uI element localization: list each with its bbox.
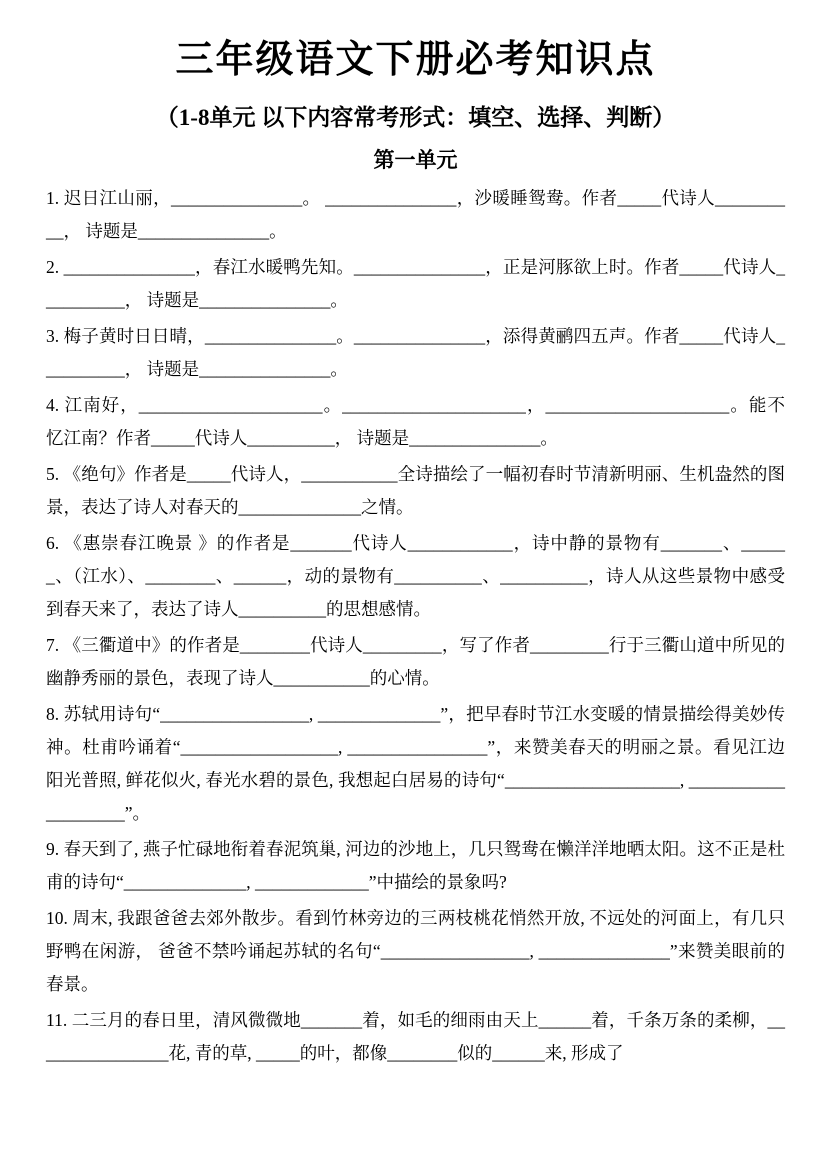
question-list (46, 182, 785, 1070)
question-item-5: 5. 《绝句》作者是_____代诗人，___________全诗描绘了一幅初春时节清新明丽、生机盎然的图景，表达了诗人对春天的______________之情。 (46, 464, 785, 518)
question-item-6: 6. 《惠崇春江晚景 》的作者是_______代诗人____________，诗中静的景物有_______、______、（江水）、________、______，动的景物有__________、__________，诗人从这些景物中感受到春天来了，表达了诗人__________的思想感情。 (46, 533, 785, 620)
section-heading-unit-1: 第一单元 (373, 148, 458, 173)
question-item-10: 10. 周末, 我跟爸爸去郊外散步。看到竹林旁边的三两枝桃花悄然开放, 不远处的河面上，有几只野鸭在闲游， 爸爸不禁吟诵起苏轼的名句“_________________, _______________”来赞美眼前的春景。 (46, 908, 785, 995)
question-item-9: 9. 春天到了, 燕子忙碌地衔着春泥筑巢, 河边的沙地上，几只鸳鸯在懒洋洋地晒太阳。这不正是杜甫的诗句“______________, _____________”中描绘的景象吗? (46, 839, 785, 893)
document-subtitle: （1-8单元 以下内容常考形式：填空、选择、判断） (155, 104, 676, 130)
question-item-2: 2. _______________，春江水暖鸭先知。_______________，正是河豚欲上时。作者_____代诗人__________， 诗题是_______________。 (46, 257, 785, 311)
question-item-11: 11. 二三月的春日里，清风微微地_______着，如毛的细雨由天上______着，千条万条的柔柳，________________花, 青的草, _____的叶，都像________似的______来, 形成了 (46, 1010, 785, 1064)
document-title: 三年级语文下册必考知识点 (175, 39, 656, 81)
question-item-4: 4. 江南好，_____________________。_____________________，_____________________。能不忆江南？作者_____代诗人__________， 诗题是_______________。 (46, 395, 785, 449)
question-item-1: 1. 迟日江山丽，_______________。 _______________，沙暖睡鸳鸯。作者_____代诗人__________， 诗题是_______________。 (46, 188, 785, 242)
question-item-8: 8. 苏轼用诗句“_________________, ______________”，把早春时节江水变暖的情景描绘得美妙传神。杜甫吟诵着“__________________, ________________”，来赞美春天的明丽之景。看见江边阳光普照, 鲜花似火, 春光水碧的景色, 我想起白居易的诗句“____________________, ____________________”。 (46, 704, 785, 824)
question-item-3: 3. 梅子黄时日日晴，_______________。_______________，添得黄鹂四五声。作者_____代诗人__________， 诗题是_______________。 (46, 326, 785, 380)
question-item-7: 7. 《三衢道中》的作者是________代诗人_________，写了作者_________行于三衢山道中所见的幽静秀丽的景色，表现了诗人___________的心情。 (46, 635, 785, 689)
